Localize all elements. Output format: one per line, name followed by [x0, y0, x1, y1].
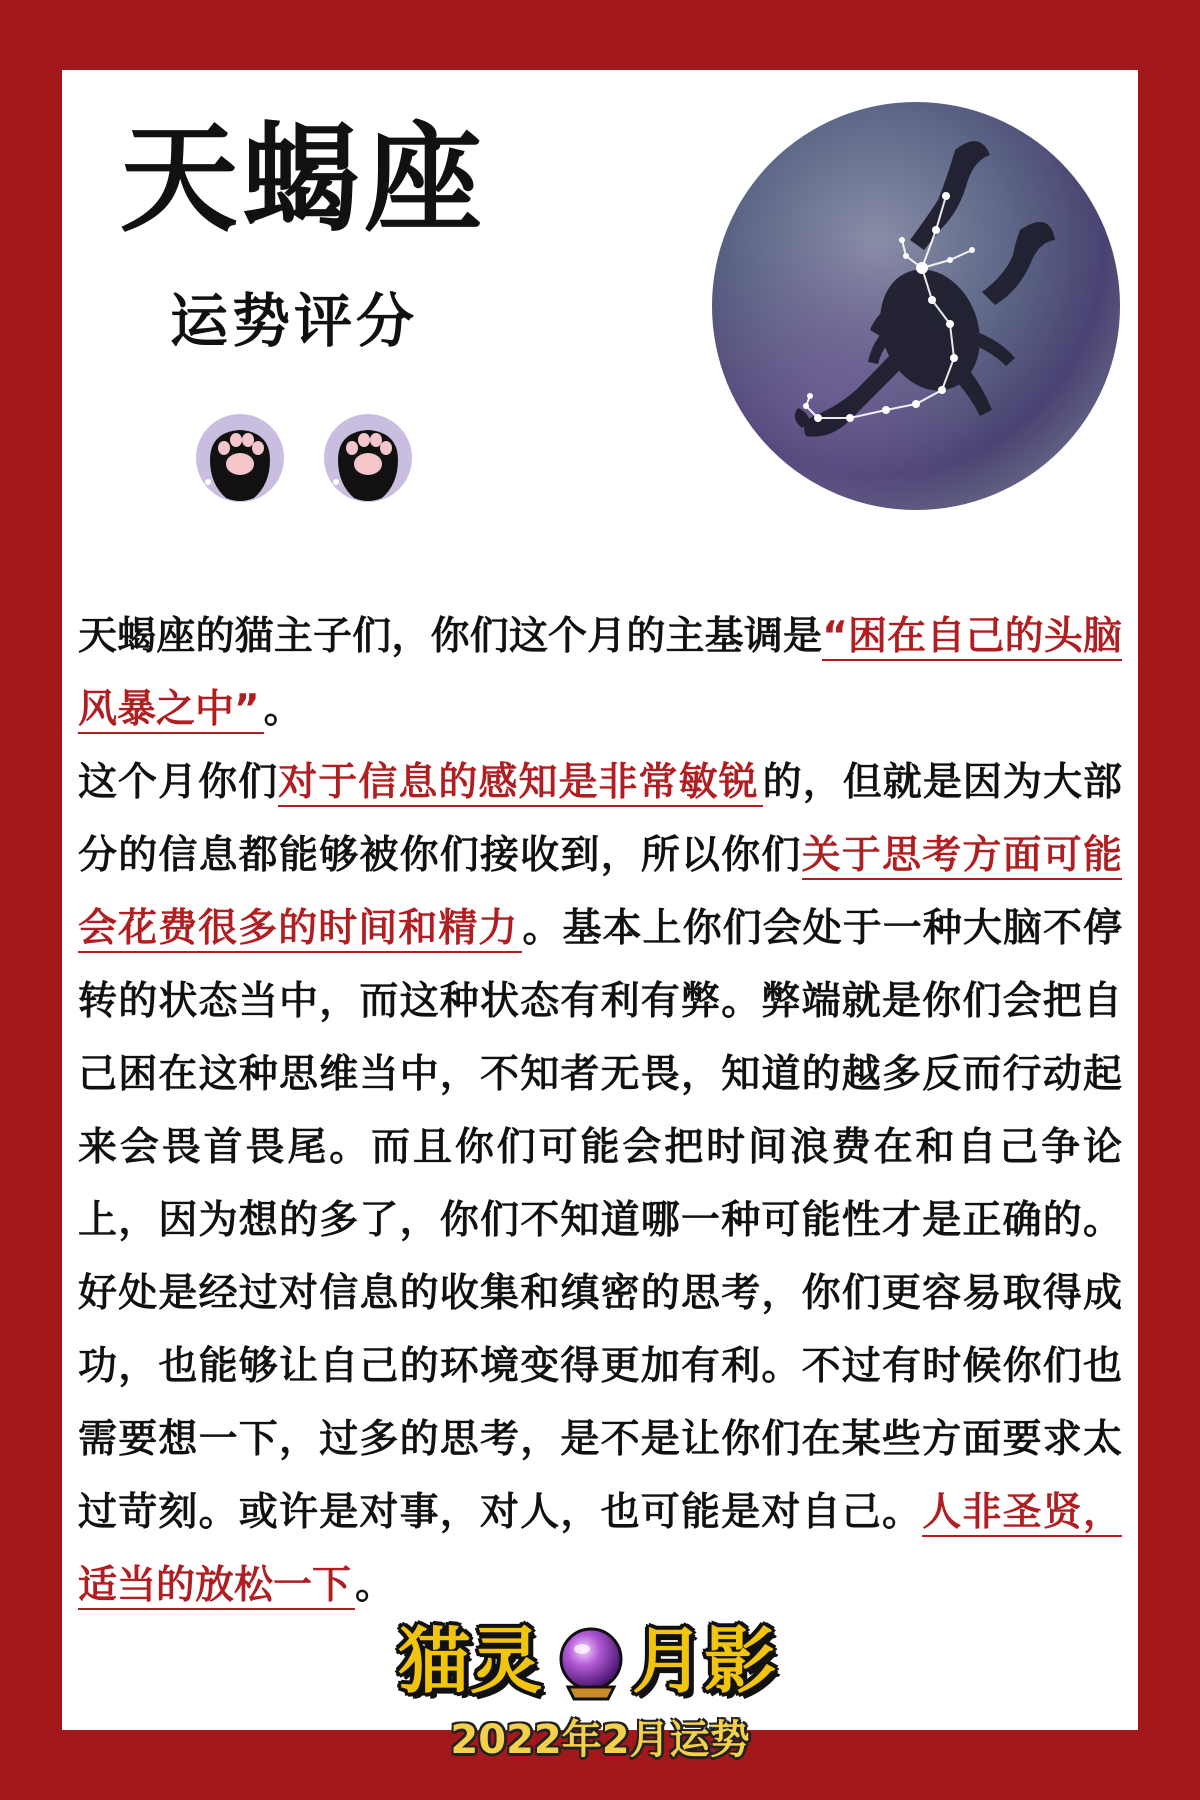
highlighted-phrase: 关于思考方面可能会花费很多的时间和精力: [78, 833, 1122, 951]
highlighted-phrase: “困在自己的头脑风暴之中”: [78, 614, 1122, 732]
text-segment: 。基本上你们会处于一种大脑不停转的状态当中，而这种状态有利有弊。弊端就是你们会把自己困在这种思维当中，不知者无畏，知道的越多反而行动起来会畏首畏尾。而且你们可能会把时间浪费在和自己争论上，因为想的多了，你们不知道哪一种可能性才是正确的。好处是经过对信息的收集和缜密的思考，你们更容易取得成功，也能够让自己的环境变得更加有利。不过有时候你们也需要想一下，过多的思考，是不是让你们在某些方面要求太过苛刻。或许是对事，对人，也可能是对自己。: [78, 906, 1122, 1535]
scorpion-constellation-icon: [710, 100, 1122, 512]
highlighted-phrase: 对于信息的感知是非常敏锐: [278, 760, 762, 807]
highlighted-phrase: 人非圣贤，适当的放松一下: [78, 1490, 1122, 1608]
paragraph-1: [78, 600, 1122, 746]
text-segment: 。: [355, 1563, 395, 1608]
paragraph-2: [78, 746, 1122, 1622]
horoscope-text: [78, 600, 1122, 1622]
rating-paws: [194, 412, 434, 512]
date-label: 2022年2月运势: [450, 1717, 750, 1763]
crystal-ball-icon: [550, 1623, 632, 1705]
brand-name-left: 猫灵: [398, 1619, 543, 1703]
text-segment: 这个月你们: [78, 760, 279, 805]
page-title: 天蝎座: [120, 110, 487, 248]
content-card: [62, 70, 1138, 1730]
text-segment: 。: [263, 687, 303, 732]
cat-paw-icon: [194, 412, 286, 504]
brand-name-right: 月影: [632, 1619, 777, 1703]
cat-paw-icon: [322, 412, 414, 504]
text-segment: 天蝎座的猫主子们，你们这个月的主基调是: [78, 614, 823, 659]
text-segment: 的，但就是因为大部分的信息都能够被你们接收到，所以你们: [78, 760, 1122, 878]
page-subtitle: 运势评分: [170, 287, 419, 355]
